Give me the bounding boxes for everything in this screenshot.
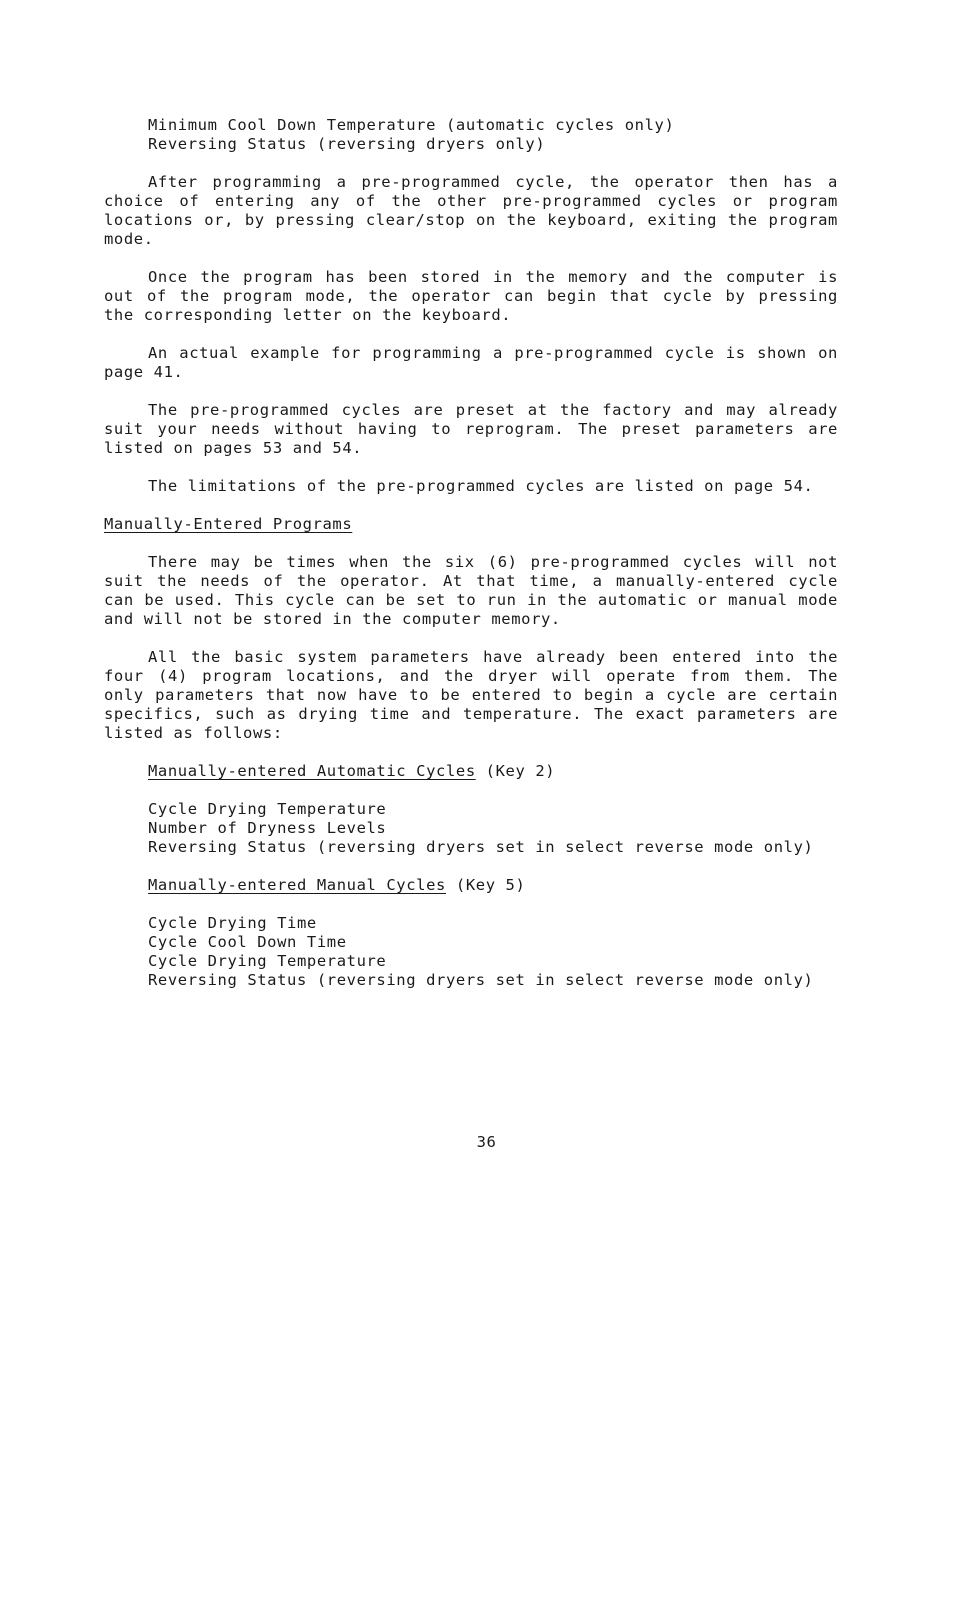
paragraph: Once the program has been stored in the memory and the computer is out of the program mode, the operator can begin that cycle by pressing the corresponding letter on the keyboard. (104, 268, 838, 324)
list-item: Reversing Status (reversing dryers set in select reverse mode only) (148, 971, 814, 989)
top-list (104, 116, 838, 154)
document-page (104, 116, 838, 990)
list-item: Reversing Status (reversing dryers set in select reverse mode only) (148, 838, 814, 856)
paragraph: All the basic system parameters have already been entered into the four (4) program locations, and the dryer will operate from them. The only parameters that now have to be entered to begin a cycle are certain specifics, such as drying time and temperature. The exact parameters are listed as follows: (104, 648, 838, 742)
paragraph: There may be times when the six (6) pre-programmed cycles will not suit the needs of the operator. At that time, a manually-entered cycle can be used. This cycle can be set to run in the automatic or manual mode and will not be stored in the computer memory. (104, 553, 838, 628)
page-number: 36 (476, 1133, 497, 1151)
automatic-cycles-heading: Manually-entered Automatic Cycles (148, 762, 476, 780)
list-item: Cycle Drying Temperature (148, 952, 387, 970)
manual-cycles-block (104, 876, 838, 990)
list-item: Minimum Cool Down Temperature (automatic cycles only) (148, 116, 675, 134)
manual-cycles-heading: Manually-entered Manual Cycles (148, 876, 446, 894)
list-item: Cycle Cool Down Time (148, 933, 347, 951)
paragraph: The pre-programmed cycles are preset at the factory and may already suit your needs without having to reprogram. The preset parameters are listed on pages 53 and 54. (104, 401, 838, 457)
section-heading: Manually-Entered Programs (104, 515, 353, 533)
list-item: Number of Dryness Levels (148, 819, 387, 837)
list-item: Cycle Drying Temperature (148, 800, 387, 818)
automatic-key-label: (Key 2) (475, 762, 556, 780)
manual-key-label: (Key 5) (445, 876, 526, 894)
automatic-cycles-block (104, 762, 838, 857)
paragraph: An actual example for programming a pre-programmed cycle is shown on page 41. (104, 344, 838, 381)
paragraph: The limitations of the pre-programmed cycles are listed on page 54. (148, 477, 814, 495)
list-item: Cycle Drying Time (148, 914, 317, 932)
list-item: Reversing Status (reversing dryers only) (148, 135, 546, 153)
paragraph: After programming a pre-programmed cycle, the operator then has a choice of entering any of the other pre-programmed cycles or program locations or, by pressing clear/stop on the keyboard, exiting the program mode. (104, 173, 838, 248)
